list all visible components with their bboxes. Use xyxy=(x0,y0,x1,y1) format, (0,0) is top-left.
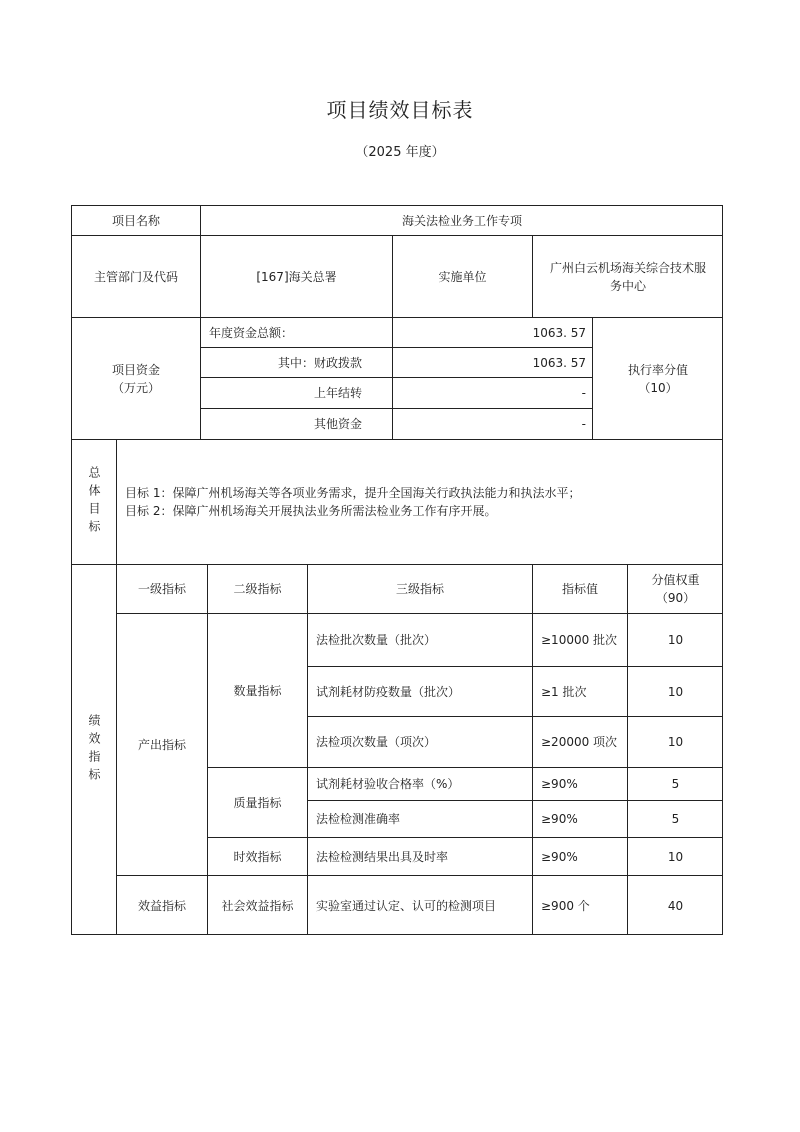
funds-other-label: 其他资金 xyxy=(201,409,393,440)
exec-rate-label: 执行率分值（10） xyxy=(593,318,723,440)
goal-2: 目标 2：保障广州机场海关开展执法业务所需法检业务工作有序开展。 xyxy=(125,504,497,518)
level2-social-benefit: 社会效益指标 xyxy=(208,876,308,935)
indicator-row-6-value: ≥90% xyxy=(533,838,628,876)
indicator-row-5-name: 法检检测准确率 xyxy=(308,801,533,838)
header-value: 指标值 xyxy=(533,565,628,614)
indicator-row-2-value: ≥1 批次 xyxy=(533,667,628,717)
header-level1: 一级指标 xyxy=(117,565,208,614)
funds-total-value: 1063. 57 xyxy=(393,318,593,348)
indicator-row-5-value: ≥90% xyxy=(533,801,628,838)
indicator-row-3-value: ≥20000 项次 xyxy=(533,717,628,768)
funds-carry-value: - xyxy=(393,378,593,409)
funds-label: 项目资金（万元） xyxy=(72,318,201,440)
header-weight: 分值权重（90） xyxy=(628,565,723,614)
indicator-row-1-value: ≥10000 批次 xyxy=(533,614,628,667)
indicator-row-6-score: 10 xyxy=(628,838,723,876)
indicator-row-7-score: 40 xyxy=(667,898,684,913)
funds-other-value: - xyxy=(393,409,593,440)
funds-fiscal-label: 其中：财政拨款 xyxy=(201,348,393,378)
level2-quantity: 数量指标 xyxy=(208,614,308,768)
funds-fiscal-value: 1063. 57 xyxy=(393,348,593,378)
indicator-row-6-name: 法检检测结果出具及时率 xyxy=(308,838,533,876)
funds-carry-label: 上年结转 xyxy=(201,378,393,409)
indicator-row-3-name: 法检项次数量（项次） xyxy=(308,717,533,768)
dept-value: [167]海关总署 xyxy=(201,236,393,318)
level2-quality: 质量指标 xyxy=(208,768,308,838)
indicators-label: 绩效指标 xyxy=(87,714,101,786)
indicator-row-5-score: 5 xyxy=(628,801,723,838)
indicator-row-7-value: ≥900 个 xyxy=(533,876,628,935)
funds-total-label: 年度资金总额： xyxy=(201,318,393,348)
indicator-row-4-name: 试剂耗材验收合格率（%） xyxy=(308,768,533,801)
indicator-row-4-score: 5 xyxy=(628,768,723,801)
indicator-row-4-value: ≥90% xyxy=(533,768,628,801)
indicators-label-cell xyxy=(72,565,117,935)
indicator-row-2-name: 试剂耗材防疫数量（批次） xyxy=(308,667,533,717)
project-name-value: 海关法检业务工作专项 xyxy=(201,206,723,236)
impl-label: 实施单位 xyxy=(393,236,533,318)
indicator-row-1-name: 法检批次数量（批次） xyxy=(308,614,533,667)
level1-benefit: 效益指标 xyxy=(117,876,208,935)
dept-label: 主管部门及代码 xyxy=(72,236,201,318)
goals-label-cell xyxy=(72,440,117,565)
goals-content xyxy=(117,440,723,565)
goals-label: 总体目标 xyxy=(87,466,101,538)
performance-table xyxy=(71,205,723,935)
indicator-row-7-name: 实验室通过认定、认可的检测项目 xyxy=(308,876,533,935)
header-level2: 二级指标 xyxy=(208,565,308,614)
indicator-row-3-score: 10 xyxy=(628,717,723,768)
indicator-row-2-score: 10 xyxy=(628,667,723,717)
level2-timeliness: 时效指标 xyxy=(208,838,308,876)
project-name-label: 项目名称 xyxy=(72,206,201,236)
page-subtitle: （2025 年度） xyxy=(355,145,445,160)
header-level3: 三级指标 xyxy=(308,565,533,614)
goal-1: 目标 1：保障广州机场海关等各项业务需求，提升全国海关行政执法能力和执法水平； xyxy=(125,486,581,500)
indicator-row-1-score: 10 xyxy=(628,614,723,667)
page-title: 项目绩效目标表 xyxy=(326,98,474,122)
impl-value: 广州白云机场海关综合技术服务中心 xyxy=(533,236,723,318)
level1-output: 产出指标 xyxy=(117,614,208,876)
